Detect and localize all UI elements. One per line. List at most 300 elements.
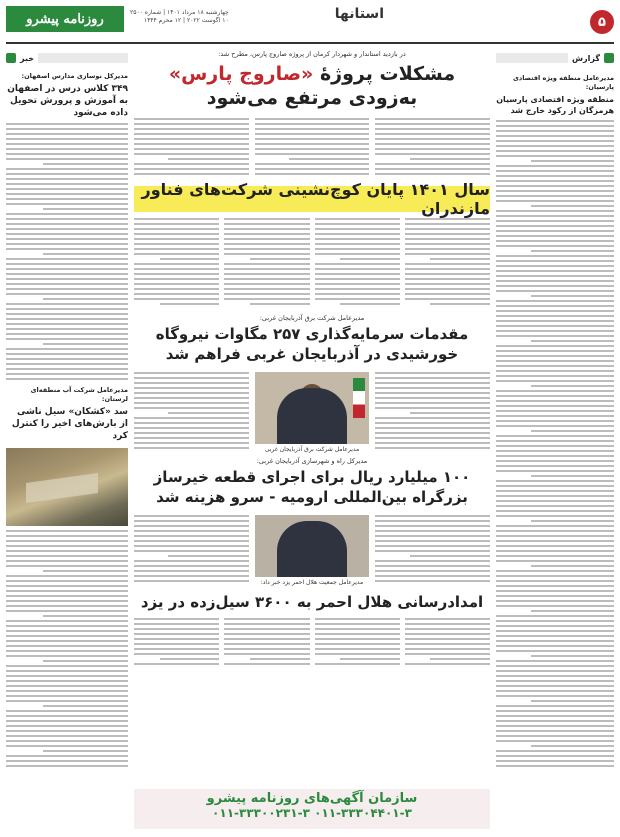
story4-text-col xyxy=(134,618,219,668)
text-line xyxy=(496,245,614,247)
page-number: ۵ xyxy=(590,10,614,34)
text-line xyxy=(496,625,614,627)
masthead-logo: روزنامه پیشرو xyxy=(6,6,124,32)
text-line xyxy=(496,500,614,502)
text-line xyxy=(6,123,128,125)
text-line xyxy=(531,565,614,567)
text-line xyxy=(496,305,614,307)
text-line xyxy=(496,635,614,637)
text-line xyxy=(315,228,400,230)
text-line xyxy=(315,643,400,645)
text-line xyxy=(375,173,490,175)
text-line xyxy=(6,540,128,542)
text-line xyxy=(496,270,614,272)
text-line xyxy=(496,685,614,687)
tag-bar xyxy=(38,53,128,63)
text-line xyxy=(496,175,614,177)
text-line xyxy=(6,323,128,325)
text-line xyxy=(531,160,614,162)
text-line xyxy=(405,238,490,240)
story4-headline: امدادرسانی هلال احمر به ۳۶۰۰ سیل‌زده در یزد xyxy=(140,593,484,611)
text-line xyxy=(405,643,490,645)
text-line xyxy=(315,293,400,295)
text-line xyxy=(134,148,249,150)
text-line xyxy=(160,303,220,305)
text-line xyxy=(496,420,614,422)
text-line xyxy=(6,368,128,370)
text-line xyxy=(375,382,490,384)
text-line xyxy=(496,380,614,382)
text-line xyxy=(134,273,219,275)
text-line xyxy=(375,530,490,532)
text-line xyxy=(496,630,614,632)
text-line xyxy=(496,525,614,527)
text-line xyxy=(6,745,128,747)
text-line xyxy=(255,148,370,150)
text-line xyxy=(315,263,400,265)
text-line xyxy=(6,725,128,727)
official-photo xyxy=(255,372,370,444)
dam-photo xyxy=(6,448,128,526)
text-line xyxy=(6,288,128,290)
text-line xyxy=(6,353,128,355)
text-line xyxy=(496,290,614,292)
text-line xyxy=(496,550,614,552)
text-line xyxy=(375,148,490,150)
text-line xyxy=(6,685,128,687)
text-line xyxy=(496,455,614,457)
text-line xyxy=(134,243,219,245)
text-line xyxy=(43,298,128,300)
text-line xyxy=(375,118,490,120)
text-line xyxy=(496,395,614,397)
text-line xyxy=(6,600,128,602)
text-line xyxy=(224,253,309,255)
text-line xyxy=(496,675,614,677)
text-line xyxy=(405,293,490,295)
text-line xyxy=(496,125,614,127)
text-line xyxy=(6,650,128,652)
text-line xyxy=(375,447,490,449)
text-line xyxy=(496,445,614,447)
text-line xyxy=(496,720,614,722)
text-line xyxy=(496,510,614,512)
text-line xyxy=(6,348,128,350)
text-line xyxy=(6,565,128,567)
text-line xyxy=(375,133,490,135)
text-line xyxy=(496,555,614,557)
text-line xyxy=(6,213,128,215)
text-line xyxy=(531,745,614,747)
text-line xyxy=(375,550,490,552)
text-line xyxy=(375,168,490,170)
section-title: استانها xyxy=(334,6,384,22)
text-line xyxy=(496,320,614,322)
text-line xyxy=(224,223,309,225)
text-line xyxy=(496,750,614,752)
text-line xyxy=(255,163,370,165)
text-line xyxy=(134,520,249,522)
text-line xyxy=(375,387,490,389)
text-line xyxy=(6,173,128,175)
text-line xyxy=(224,238,309,240)
text-line xyxy=(6,765,128,767)
text-line xyxy=(6,605,128,607)
text-line xyxy=(134,143,249,145)
text-line xyxy=(340,258,400,260)
tag-bar xyxy=(496,53,568,63)
text-line xyxy=(496,220,614,222)
text-line xyxy=(134,387,249,389)
text-line xyxy=(410,158,490,160)
banner-text-col xyxy=(134,218,219,308)
text-line xyxy=(375,520,490,522)
text-line xyxy=(496,570,614,572)
text-line xyxy=(6,550,128,552)
text-line xyxy=(224,283,309,285)
text-line xyxy=(224,273,309,275)
text-line xyxy=(375,123,490,125)
text-line xyxy=(410,555,490,557)
text-line xyxy=(315,618,400,620)
text-line xyxy=(496,705,614,707)
text-line xyxy=(6,198,128,200)
text-line xyxy=(496,465,614,467)
text-line xyxy=(134,123,249,125)
text-line xyxy=(340,658,400,660)
text-line xyxy=(134,535,249,537)
text-line xyxy=(496,615,614,617)
story3-photo-block xyxy=(255,515,370,586)
text-line xyxy=(375,163,490,165)
text-line xyxy=(405,288,490,290)
text-line xyxy=(6,168,128,170)
text-line xyxy=(496,170,614,172)
text-line xyxy=(496,740,614,742)
text-line xyxy=(531,475,614,477)
text-line xyxy=(496,345,614,347)
text-line xyxy=(134,643,219,645)
text-line xyxy=(134,138,249,140)
text-line xyxy=(496,230,614,232)
text-line xyxy=(496,240,614,242)
text-line xyxy=(6,183,128,185)
text-line xyxy=(496,660,614,662)
text-line xyxy=(224,653,309,655)
text-line xyxy=(6,363,128,365)
text-line xyxy=(134,575,249,577)
text-line xyxy=(315,653,400,655)
text-line xyxy=(496,735,614,737)
text-line xyxy=(134,623,219,625)
text-line xyxy=(43,163,128,165)
text-line xyxy=(6,143,128,145)
story4-body xyxy=(134,618,490,668)
text-line xyxy=(496,645,614,647)
text-line xyxy=(405,623,490,625)
text-line xyxy=(496,120,614,122)
text-line xyxy=(496,260,614,262)
story3-body xyxy=(134,515,490,586)
text-line xyxy=(6,620,128,622)
text-line xyxy=(315,248,400,250)
text-line xyxy=(6,635,128,637)
text-line xyxy=(430,303,490,305)
text-line xyxy=(224,663,309,665)
text-line xyxy=(6,313,128,315)
text-line xyxy=(496,710,614,712)
text-line xyxy=(134,283,219,285)
text-line xyxy=(134,422,249,424)
text-line xyxy=(6,700,128,702)
text-line xyxy=(168,412,248,414)
text-line xyxy=(6,153,128,155)
text-line xyxy=(496,225,614,227)
right-column xyxy=(496,50,614,829)
text-line xyxy=(375,138,490,140)
text-line xyxy=(340,303,400,305)
text-line xyxy=(134,118,249,120)
text-line xyxy=(134,638,219,640)
text-line xyxy=(6,580,128,582)
story3-kicker: مدیرکل راه و شهرسازی آذربایجان غربی: xyxy=(256,457,368,465)
text-line xyxy=(531,610,614,612)
text-line xyxy=(531,340,614,342)
text-line xyxy=(134,560,249,562)
text-line xyxy=(496,515,614,517)
text-line xyxy=(43,705,128,707)
text-line xyxy=(375,432,490,434)
text-line xyxy=(496,415,614,417)
text-line xyxy=(6,188,128,190)
text-line xyxy=(250,258,310,260)
text-line xyxy=(375,437,490,439)
text-line xyxy=(6,730,128,732)
text-line xyxy=(6,203,128,205)
text-line xyxy=(6,233,128,235)
text-line xyxy=(496,405,614,407)
text-line xyxy=(224,293,309,295)
text-line xyxy=(405,248,490,250)
text-line xyxy=(6,530,128,532)
text-line xyxy=(224,623,309,625)
text-line xyxy=(375,128,490,130)
text-line xyxy=(315,223,400,225)
text-line xyxy=(6,273,128,275)
text-line xyxy=(6,630,128,632)
text-line xyxy=(496,400,614,402)
text-line xyxy=(496,410,614,412)
text-line xyxy=(134,128,249,130)
text-line xyxy=(496,450,614,452)
ad-phones: ۰۱۱-۳۳۳۰۰۲۳۱-۳ ۰۱۱-۳۳۳۰۴۴۰۱-۳ xyxy=(212,806,412,820)
text-line xyxy=(6,328,128,330)
text-line xyxy=(315,243,400,245)
text-line xyxy=(134,628,219,630)
text-line xyxy=(496,330,614,332)
text-line xyxy=(315,253,400,255)
text-line xyxy=(224,638,309,640)
text-line xyxy=(315,623,400,625)
text-line xyxy=(224,233,309,235)
header-rule xyxy=(6,42,614,44)
text-line xyxy=(496,620,614,622)
advertising-box xyxy=(134,789,490,829)
text-line xyxy=(496,590,614,592)
text-line xyxy=(531,700,614,702)
text-line xyxy=(496,670,614,672)
text-line xyxy=(255,133,370,135)
text-line xyxy=(496,285,614,287)
text-line xyxy=(496,715,614,717)
text-line xyxy=(405,268,490,270)
text-line xyxy=(496,600,614,602)
text-line xyxy=(496,680,614,682)
text-line xyxy=(134,427,249,429)
text-line xyxy=(6,760,128,762)
ad-title: سازمان آگهی‌های روزنامه پیشرو xyxy=(206,791,418,806)
banner-headline: سال ۱۴۰۱ پایان کوچ‌نشینی شرکت‌های فناور مازندران xyxy=(134,186,490,212)
text-line xyxy=(6,263,128,265)
text-line xyxy=(255,118,370,120)
text-line xyxy=(496,190,614,192)
text-line xyxy=(6,755,128,757)
text-line xyxy=(405,283,490,285)
text-line xyxy=(496,145,614,147)
text-line xyxy=(375,540,490,542)
text-line xyxy=(6,128,128,130)
lead-body xyxy=(134,118,490,178)
text-line xyxy=(224,218,309,220)
text-line xyxy=(134,437,249,439)
text-line xyxy=(496,280,614,282)
text-line xyxy=(224,618,309,620)
text-line xyxy=(6,318,128,320)
text-line xyxy=(134,663,219,665)
text-line xyxy=(6,293,128,295)
text-line xyxy=(496,575,614,577)
text-line xyxy=(496,725,614,727)
date-line-2: ۱۰ اگوست ۲۰۲۲ | ۱۲ محرم ۱۴۴۴ xyxy=(143,17,229,24)
text-line xyxy=(43,343,128,345)
person-body xyxy=(277,388,347,444)
text-line xyxy=(6,278,128,280)
text-line xyxy=(496,650,614,652)
text-line xyxy=(496,765,614,767)
text-line xyxy=(315,273,400,275)
text-line xyxy=(6,333,128,335)
text-line xyxy=(134,515,249,517)
text-line xyxy=(134,163,249,165)
text-line xyxy=(531,430,614,432)
text-line xyxy=(496,130,614,132)
text-line xyxy=(315,238,400,240)
text-line xyxy=(496,535,614,537)
text-line xyxy=(6,338,128,340)
text-line xyxy=(134,168,249,170)
text-line xyxy=(6,610,128,612)
text-line xyxy=(224,248,309,250)
text-line xyxy=(6,303,128,305)
text-line xyxy=(405,263,490,265)
text-line xyxy=(375,392,490,394)
text-line xyxy=(496,425,614,427)
text-line xyxy=(224,278,309,280)
text-line xyxy=(496,135,614,137)
text-line xyxy=(6,575,128,577)
lead-headline-pre: مشکلات پروژۀ xyxy=(313,63,456,85)
text-line xyxy=(375,515,490,517)
text-line xyxy=(224,298,309,300)
text-line xyxy=(134,293,219,295)
text-line xyxy=(134,377,249,379)
text-line xyxy=(134,447,249,449)
text-line xyxy=(405,278,490,280)
text-line xyxy=(496,200,614,202)
text-line xyxy=(134,278,219,280)
text-line xyxy=(6,308,128,310)
text-line xyxy=(531,295,614,297)
text-line xyxy=(255,143,370,145)
text-line xyxy=(6,238,128,240)
lead-headline-post: به‌زودی مرتفع می‌شود xyxy=(206,87,418,109)
text-line xyxy=(224,268,309,270)
text-line xyxy=(375,143,490,145)
text-line xyxy=(496,140,614,142)
left-headline-2: سد «کشکان» سیل ناشی از بارش‌های اخیر را کنترل کرد xyxy=(11,407,128,441)
text-line xyxy=(134,618,219,620)
text-line xyxy=(6,585,128,587)
banner-body xyxy=(134,218,490,308)
text-line xyxy=(315,648,400,650)
text-line xyxy=(375,153,490,155)
text-line xyxy=(375,565,490,567)
left-kicker: مدیرکل نوسازی مدارس اصفهان: xyxy=(21,72,128,80)
text-line xyxy=(255,123,370,125)
text-line xyxy=(375,427,490,429)
text-line xyxy=(134,218,219,220)
main-area xyxy=(134,50,490,829)
text-line xyxy=(496,180,614,182)
text-line xyxy=(224,243,309,245)
text-line xyxy=(496,365,614,367)
text-line xyxy=(375,570,490,572)
text-line xyxy=(405,653,490,655)
text-line xyxy=(405,273,490,275)
text-line xyxy=(496,210,614,212)
text-line xyxy=(496,360,614,362)
text-line xyxy=(6,378,128,380)
text-line xyxy=(6,595,128,597)
story2-caption: مدیرعامل شرکت برق آذربایجان غربی xyxy=(264,446,360,453)
text-line xyxy=(496,530,614,532)
text-line xyxy=(375,422,490,424)
text-line xyxy=(496,695,614,697)
text-line xyxy=(410,412,490,414)
text-line xyxy=(6,645,128,647)
text-line xyxy=(224,633,309,635)
text-line xyxy=(6,138,128,140)
text-line xyxy=(496,490,614,492)
story2-text-col xyxy=(375,372,490,453)
text-line xyxy=(315,218,400,220)
text-line xyxy=(134,298,219,300)
lead-text-col xyxy=(255,118,370,178)
text-line xyxy=(6,223,128,225)
report-tag-label: گزارش xyxy=(571,53,600,63)
text-line xyxy=(375,407,490,409)
text-line xyxy=(134,268,219,270)
